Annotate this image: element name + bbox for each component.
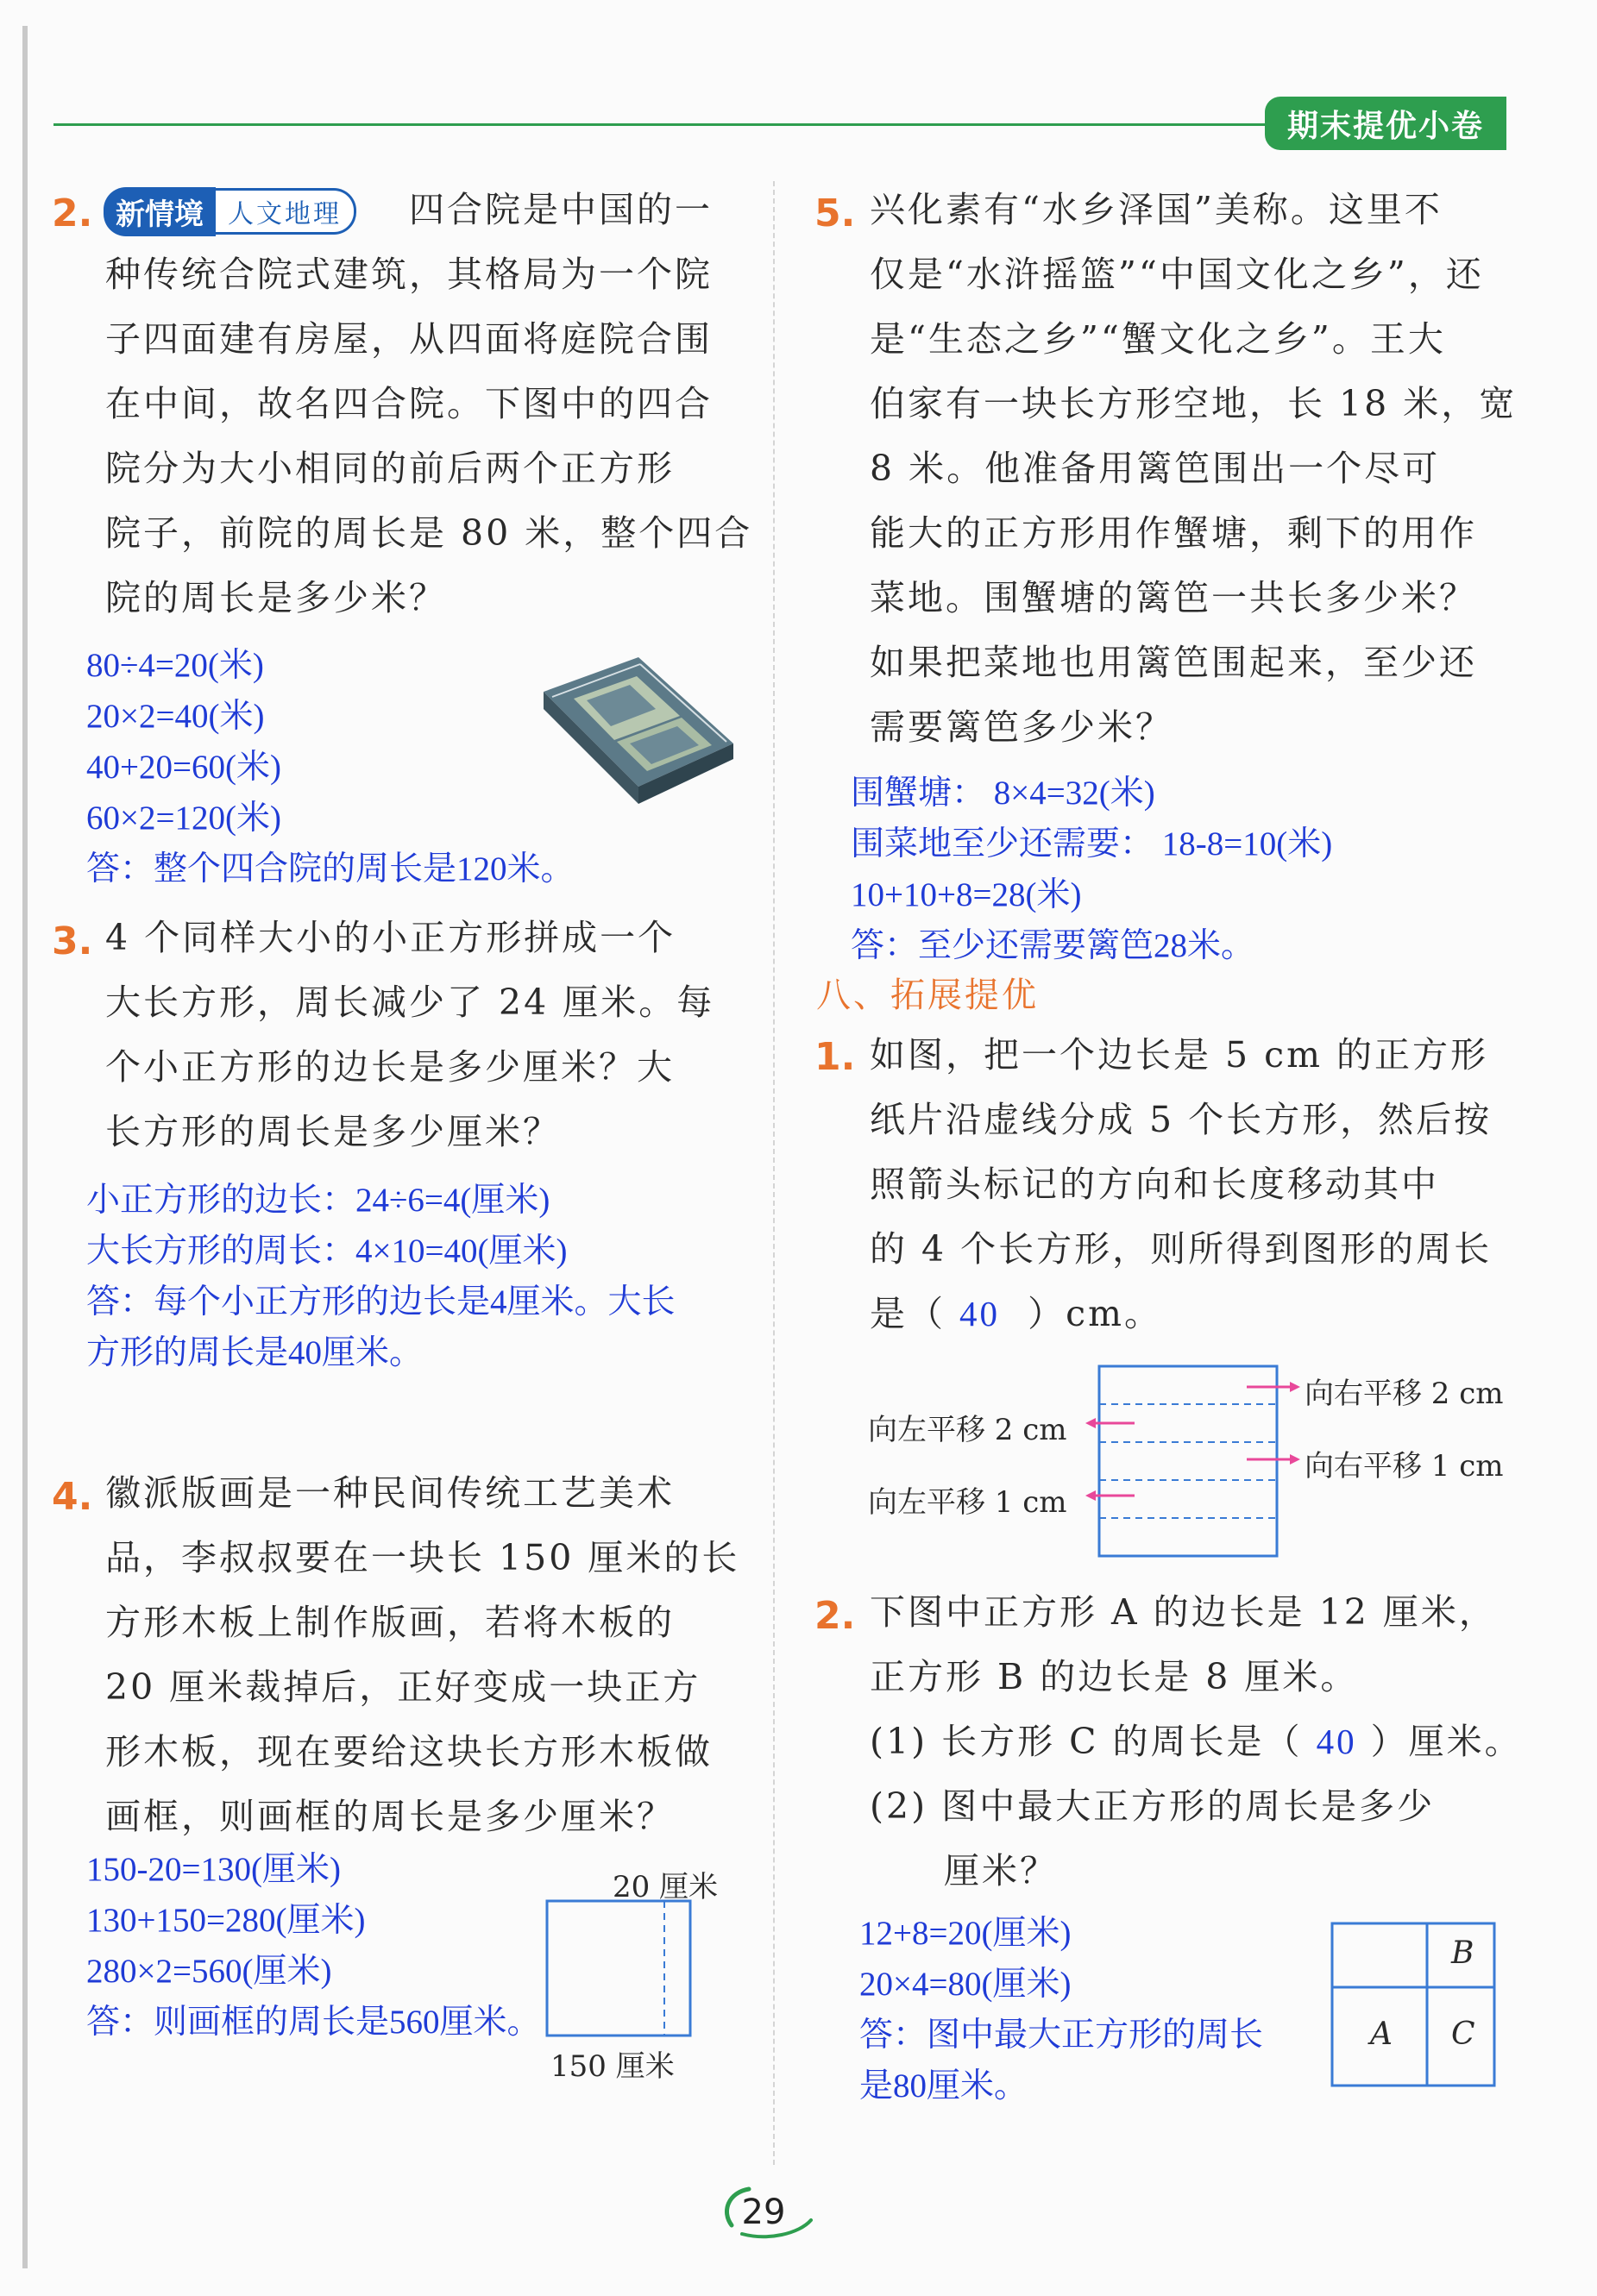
answer-block: 小正方形的边长：24÷6=4(厘米) 大长方形的周长：4×10=40(厘米) 答：每个小正方形的边长是4厘米。大长 方形的周长是40厘米。 <box>86 1182 676 1371</box>
arrow-label: 向左平移 2 cm <box>868 1413 1067 1447</box>
question-text: 四合院是中国的一 <box>409 189 713 230</box>
arrow-label: 向右平移 2 cm <box>1305 1377 1504 1411</box>
figure-label-bottom: 150 厘米 <box>550 2049 675 2084</box>
courtyard-illustration <box>535 649 742 812</box>
section-title: 八、拓展提优 <box>816 975 1039 1015</box>
question-number: 2. <box>52 191 93 235</box>
context-badge <box>104 188 356 235</box>
question-number: 5. <box>814 191 856 235</box>
question-number: 4. <box>52 1475 93 1519</box>
question-number: 1. <box>814 1035 856 1079</box>
fill-in-answer: 40 <box>959 1294 1001 1333</box>
section-tag: 期末提优小卷 <box>1265 97 1506 150</box>
question-text: 如图，把一个边长是 5 cm 的正方形 纸片沿虚线分成 5 个长方形，然后按 照箭头标记的方向和长度移动其中 的 4 个长方形，则所得到图形的周长 是（ 40 ）cm。 <box>870 1034 1493 1334</box>
figure-label-top: 20 厘米 <box>613 1870 719 1904</box>
fill-in-answer: 40 <box>1316 1722 1357 1761</box>
arrow-label: 向右平移 1 cm <box>1305 1449 1504 1484</box>
answer-block: 150-20=130(厘米) 130+150=280(厘米) 280×2=560(厘米) 答：则画框的周长是560厘米。 <box>86 1851 541 2041</box>
page-number: 29 <box>741 2192 786 2232</box>
column-divider <box>773 181 775 2165</box>
arrow-label: 向左平移 1 cm <box>868 1485 1067 1520</box>
move-arrows <box>1078 1363 1303 1561</box>
label-c: C <box>1451 2017 1475 2052</box>
label-b: B <box>1451 1935 1474 1971</box>
answer-block: 围蟹塘： 8×4=32(米) 围菜地至少还需要： 18-8=10(米) 10+10+8=28(米) 答：至少还需要篱笆28米。 <box>851 775 1333 964</box>
question-text: 种传统合院式建筑，其格局为一个院 子四面建有房屋，从四面将庭院合围 在中间，故名四合院。下图中的四合 院分为大小相同的前后两个正方形 院子，前院的周长是 80 米，整个四合 院的周长是多少米？ <box>105 254 753 618</box>
badge-main: 新情境 <box>104 187 216 236</box>
question-text: 下图中正方形 A 的边长是 12 厘米， 正方形 B 的边长是 8 厘米。 (1) 长方形 C 的周长是（ 40 ）厘米。 (2) 图中最大正方形的周长是多少 厘米？ <box>870 1591 1523 1891</box>
header-rule <box>53 123 1279 126</box>
question-number: 2. <box>814 1594 856 1638</box>
label-a: A <box>1370 2017 1393 2052</box>
answer-block: 12+8=20(厘米) 20×4=80(厘米) 答：图中最大正方形的周长 是80厘米。 <box>859 1915 1264 2105</box>
page-binding-edge <box>22 26 28 2268</box>
badge-sub: 人文地理 <box>216 188 356 235</box>
question-text: 兴化素有“水乡泽国”美称。这里不 仅是“水浒摇篮”“中国文化之乡”，还 是“生态之乡”“蟹文化之乡”。王大 伯家有一块长方形空地，长 18 米，宽 8 米。他准备用篱笆围出一个尽可 能大的正方形用作蟹塘，剩下的用作 菜地。围蟹塘的篱笆一共长多少米？ 如果把菜地也用篱笆围起来，至少还 需要篱笆多少米？ <box>870 189 1518 748</box>
question-text: 4 个同样大小的小正方形拼成一个 大长方形，周长减少了 24 厘米。每 个小正方形的边长是多少厘米？大 长方形的周长是多少厘米？ <box>105 917 715 1152</box>
answer-block: 80÷4=20(米) 20×2=40(米) 40+20=60(米) 60×2=120(米) 答：整个四合院的周长是120米。 <box>86 647 575 888</box>
question-text: 徽派版画是一种民间传统工艺美术 品，李叔叔要在一块长 150 厘米的长 方形木板上制作版画，若将木板的 20 厘米裁掉后，正好变成一块正方 形木板，现在要给这块长方形木板做 画框，则画框的周长是多少厘米？ <box>105 1472 740 1837</box>
question-number: 3. <box>52 919 93 963</box>
board-figure <box>544 1898 699 2044</box>
squares-figure <box>1330 1922 1496 2087</box>
